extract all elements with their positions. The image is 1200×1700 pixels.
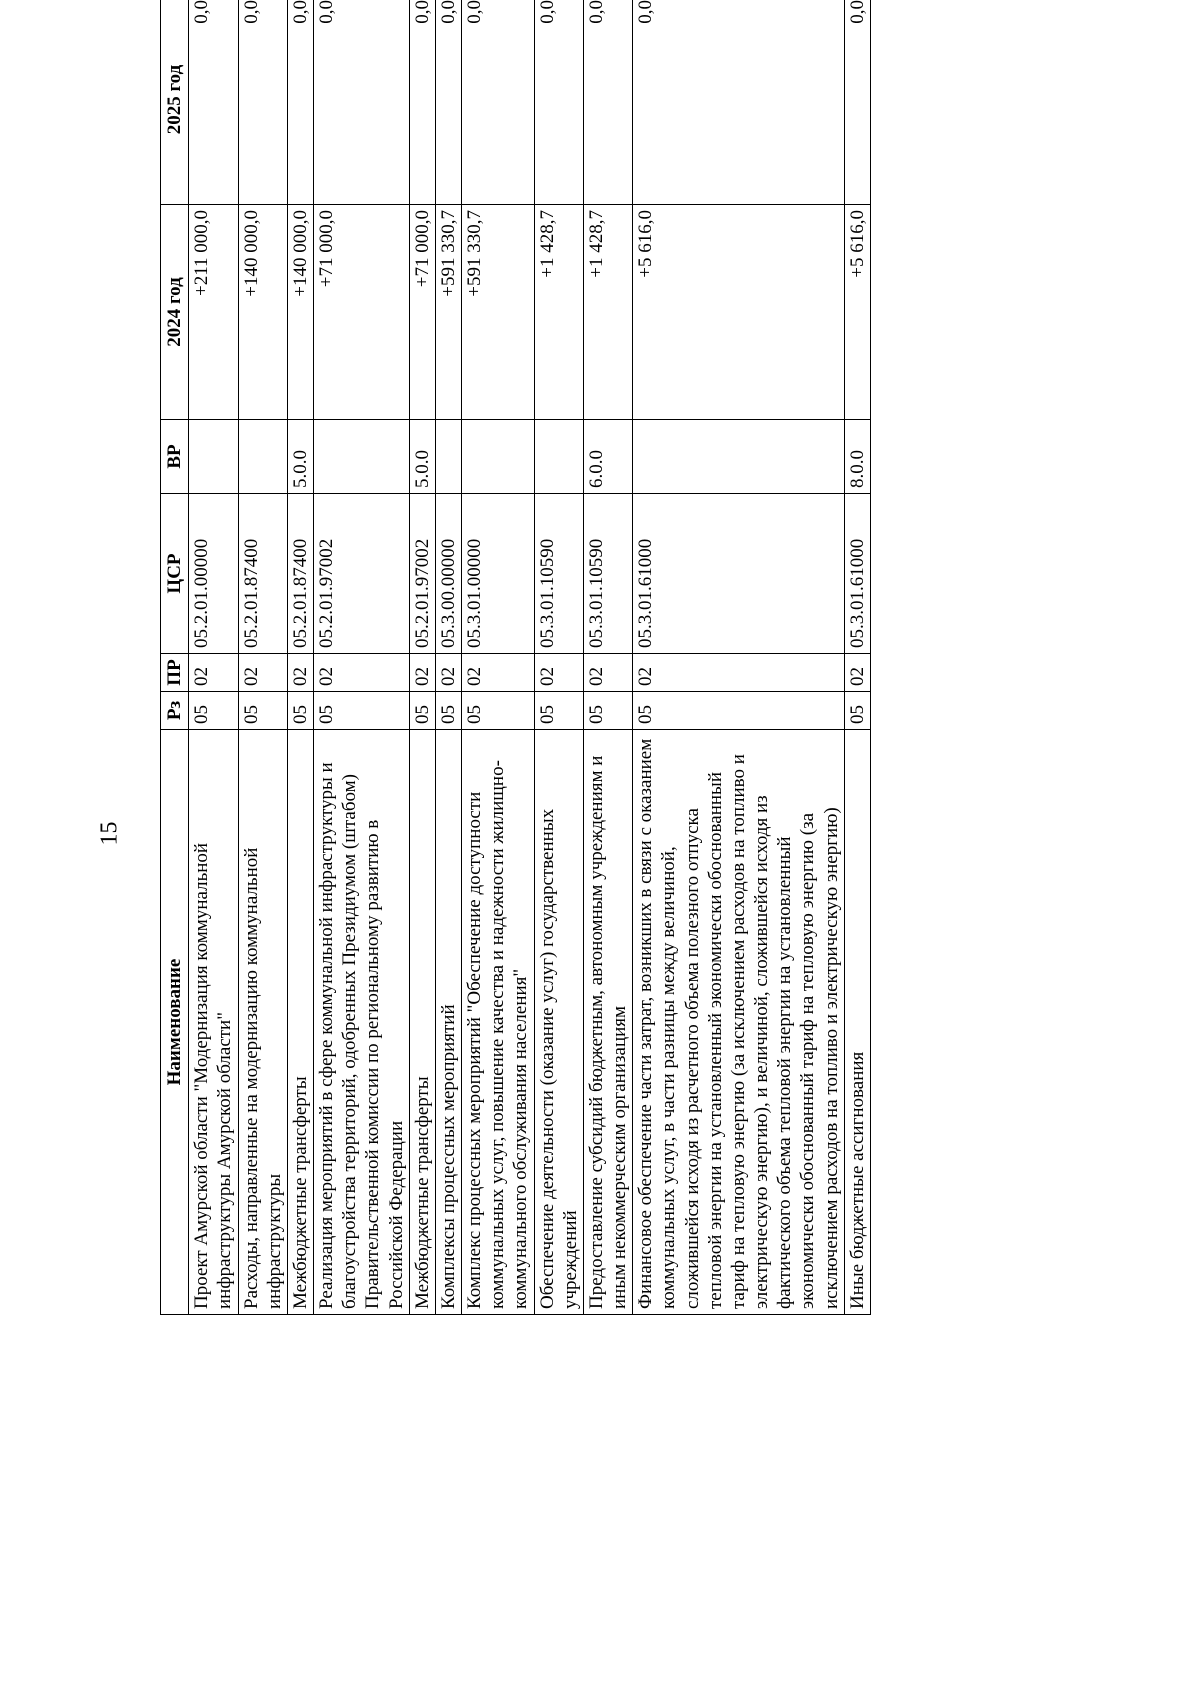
cell-vr: 8.0.0	[844, 420, 870, 494]
cell-name: Финансовое обеспечение части затрат, возникших в связи с оказанием коммунальных услуг, в части разницы между величиной, сложившейся исходя из расчетного объема полезного отпуска тепловой энергии на установленный экономически обоснованный тариф на тепловую энергию (за исключением расходов на топливо и электрическую энергию), и величиной, сложившейся исходя из фактического объема тепловой энергии на установленный экономически обоснованный тариф на тепловую энергию (за исключением расходов на топливо и электрическую энергию)	[633, 730, 845, 1315]
cell-csr: 05.2.01.87400	[287, 494, 313, 654]
cell-csr: 05.3.01.61000	[844, 494, 870, 654]
cell-2025: 0,0	[633, 0, 845, 205]
cell-name: Межбюджетные трансферты	[287, 730, 313, 1315]
table-row	[844, 0, 870, 1315]
cell-vr	[462, 420, 535, 494]
cell-rz: 05	[409, 692, 435, 730]
cell-pr: 02	[534, 654, 583, 692]
cell-pr: 02	[238, 654, 287, 692]
cell-2024: +1 428,7	[534, 205, 583, 420]
header-pr: ПР	[161, 654, 189, 692]
cell-vr	[534, 420, 583, 494]
cell-2024: +140 000,0	[238, 205, 287, 420]
cell-rz: 05	[189, 692, 238, 730]
cell-2025: 0,0	[435, 0, 461, 205]
page-number: 15	[96, 821, 123, 846]
rotated-table-wrapper	[160, 0, 1040, 1315]
cell-2025: 0,0	[287, 0, 313, 205]
cell-rz: 05	[633, 692, 845, 730]
table-header-row	[161, 0, 189, 1315]
cell-rz: 05	[534, 692, 583, 730]
cell-csr: 05.2.01.87400	[238, 494, 287, 654]
cell-rz: 05	[287, 692, 313, 730]
cell-name: Проект Амурской области "Модернизация коммунальной инфраструктуры Амурской области"	[189, 730, 238, 1315]
cell-2024: +211 000,0	[189, 205, 238, 420]
cell-vr	[633, 420, 845, 494]
cell-pr: 02	[462, 654, 535, 692]
header-name: Наименование	[161, 730, 189, 1315]
cell-2025: 0,0	[462, 0, 535, 205]
cell-2024: +1 428,7	[583, 205, 632, 420]
table-row	[409, 0, 435, 1315]
table-row	[534, 0, 583, 1315]
cell-2025: 0,0	[583, 0, 632, 205]
cell-vr: 5.0.0	[287, 420, 313, 494]
cell-vr: 5.0.0	[409, 420, 435, 494]
cell-pr: 02	[314, 654, 410, 692]
table-row	[238, 0, 287, 1315]
header-vr: ВР	[161, 420, 189, 494]
cell-rz: 05	[462, 692, 535, 730]
table-row	[189, 0, 238, 1315]
cell-csr: 05.3.01.61000	[633, 494, 845, 654]
cell-2024: +140 000,0	[287, 205, 313, 420]
table-row	[435, 0, 461, 1315]
cell-2025: 0,0	[534, 0, 583, 205]
cell-2024: +591 330,7	[435, 205, 461, 420]
cell-name: Предоставление субсидий бюджетным, автономным учреждениям и иным некоммерческим организациям	[583, 730, 632, 1315]
cell-2025: 0,0	[409, 0, 435, 205]
cell-pr: 02	[287, 654, 313, 692]
cell-vr	[435, 420, 461, 494]
header-rz: Рз	[161, 692, 189, 730]
cell-2024: +71 000,0	[314, 205, 410, 420]
cell-csr: 05.2.01.97002	[314, 494, 410, 654]
cell-name: Межбюджетные трансферты	[409, 730, 435, 1315]
cell-rz: 05	[844, 692, 870, 730]
cell-csr: 05.2.01.97002	[409, 494, 435, 654]
cell-rz: 05	[435, 692, 461, 730]
cell-pr: 02	[583, 654, 632, 692]
cell-2024: +5 616,0	[844, 205, 870, 420]
cell-name: Иные бюджетные ассигнования	[844, 730, 870, 1315]
table-row	[314, 0, 410, 1315]
cell-pr: 02	[409, 654, 435, 692]
cell-pr: 02	[844, 654, 870, 692]
cell-2024: +71 000,0	[409, 205, 435, 420]
cell-name: Расходы, направленные на модернизацию коммунальной инфраструктуры	[238, 730, 287, 1315]
cell-name: Реализация мероприятий в сфере коммунальной инфраструктуры и благоустройства территорий, одобренных Президиумом (штабом) Правительственной комиссии по региональному развитию в Российской Федерации	[314, 730, 410, 1315]
table-row	[583, 0, 632, 1315]
cell-2025: 0,0	[314, 0, 410, 205]
cell-csr: 05.3.01.10590	[534, 494, 583, 654]
cell-csr: 05.3.01.10590	[583, 494, 632, 654]
cell-csr: 05.3.00.00000	[435, 494, 461, 654]
cell-2024: +5 616,0	[633, 205, 845, 420]
table-row	[287, 0, 313, 1315]
cell-rz: 05	[314, 692, 410, 730]
cell-2025: 0,0	[189, 0, 238, 205]
cell-csr: 05.3.01.00000	[462, 494, 535, 654]
cell-vr	[238, 420, 287, 494]
budget-table	[160, 0, 871, 1315]
cell-2025: 0,0	[238, 0, 287, 205]
cell-2024: +591 330,7	[462, 205, 535, 420]
cell-name: Комплекс процессных мероприятий "Обеспечение доступности коммунальных услуг, повышение качества и надежности жилищно-коммунального обслуживания населения"	[462, 730, 535, 1315]
header-2024: 2024 год	[161, 205, 189, 420]
cell-name: Обеспечение деятельности (оказание услуг) государственных учреждений	[534, 730, 583, 1315]
cell-vr	[189, 420, 238, 494]
cell-csr: 05.2.01.00000	[189, 494, 238, 654]
cell-rz: 05	[238, 692, 287, 730]
table-row	[633, 0, 845, 1315]
table-row	[462, 0, 535, 1315]
header-2025: 2025 год	[161, 0, 189, 205]
cell-pr: 02	[435, 654, 461, 692]
cell-pr: 02	[633, 654, 845, 692]
header-csr: ЦСР	[161, 494, 189, 654]
cell-2025: 0,0	[844, 0, 870, 205]
cell-pr: 02	[189, 654, 238, 692]
cell-vr: 6.0.0	[583, 420, 632, 494]
cell-name: Комплексы процессных мероприятий	[435, 730, 461, 1315]
cell-vr	[314, 420, 410, 494]
cell-rz: 05	[583, 692, 632, 730]
